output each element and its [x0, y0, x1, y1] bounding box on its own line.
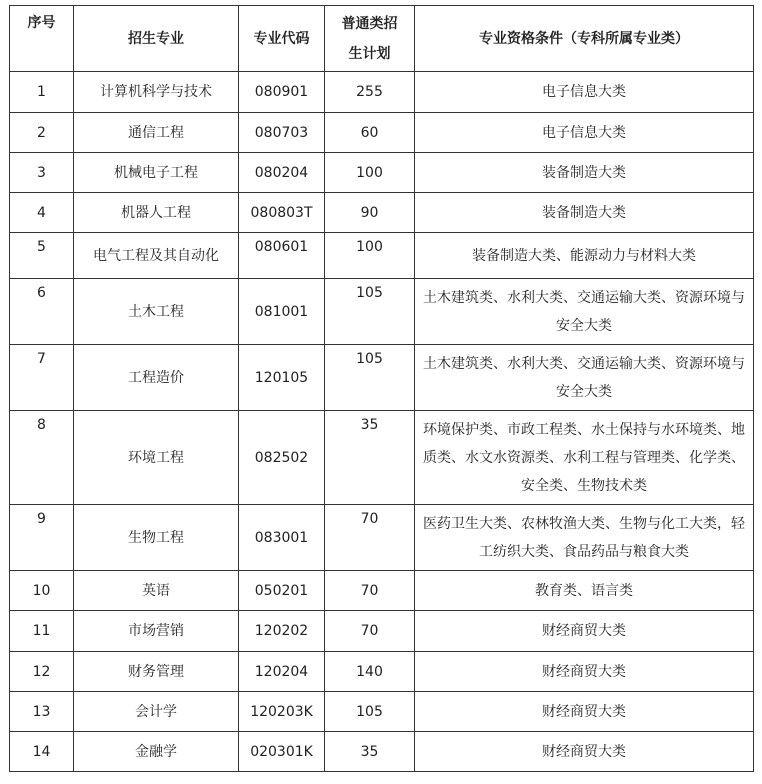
cell-plan: 255	[325, 72, 415, 113]
header-major: 招生专业	[74, 6, 239, 72]
cell-condition: 财经商贸大类	[415, 692, 754, 732]
cell-major: 市场营销	[74, 611, 239, 652]
cell-seq: 14	[10, 732, 74, 772]
header-condition: 专业资格条件（专科所属专业类）	[415, 6, 754, 72]
table-row	[10, 279, 754, 345]
header-plan-line1: 普通类招	[341, 15, 398, 32]
cell-code: 080703	[239, 113, 325, 153]
cell-major: 财务管理	[74, 652, 239, 692]
cell-code: 120105	[239, 345, 325, 411]
cell-code: 120203K	[239, 692, 325, 732]
cell-plan: 60	[325, 113, 415, 153]
cell-condition: 财经商贸大类	[415, 652, 754, 692]
cell-code: 050201	[239, 571, 325, 611]
admissions-table	[9, 5, 754, 772]
cell-condition: 电子信息大类	[415, 113, 754, 153]
table-row	[10, 345, 754, 411]
cell-condition: 装备制造大类	[415, 193, 754, 233]
cell-seq: 11	[10, 611, 74, 652]
cell-plan: 105	[325, 345, 415, 411]
cell-condition: 环境保护类、市政工程类、水土保持与水环境类、地质类、水文水资源类、水利工程与管理类、化学类、安全类、生物技术类	[415, 411, 754, 505]
cell-major: 机械电子工程	[74, 153, 239, 193]
cell-condition: 土木建筑类、水利大类、交通运输大类、资源环境与安全大类	[415, 345, 754, 411]
cell-major: 计算机科学与技术	[74, 72, 239, 113]
cell-major: 工程造价	[74, 345, 239, 411]
table-row	[10, 233, 754, 279]
table-row	[10, 652, 754, 692]
cell-seq: 12	[10, 652, 74, 692]
cell-plan: 100	[325, 153, 415, 193]
cell-plan: 105	[325, 692, 415, 732]
header-plan	[325, 6, 415, 72]
cell-major: 会计学	[74, 692, 239, 732]
cell-seq: 1	[10, 72, 74, 113]
cell-seq: 4	[10, 193, 74, 233]
table-row	[10, 732, 754, 772]
cell-major: 机器人工程	[74, 193, 239, 233]
cell-condition: 电子信息大类	[415, 72, 754, 113]
cell-seq: 5	[10, 233, 74, 279]
cell-seq: 2	[10, 113, 74, 153]
cell-major: 英语	[74, 571, 239, 611]
cell-code: 120202	[239, 611, 325, 652]
cell-code: 081001	[239, 279, 325, 345]
cell-condition: 土木建筑类、水利大类、交通运输大类、资源环境与安全大类	[415, 279, 754, 345]
header-plan-line2: 生计划	[348, 45, 391, 62]
cell-plan: 140	[325, 652, 415, 692]
cell-major: 通信工程	[74, 113, 239, 153]
cell-plan: 70	[325, 611, 415, 652]
cell-plan: 35	[325, 411, 415, 505]
table-row	[10, 113, 754, 153]
cell-major: 金融学	[74, 732, 239, 772]
table-row	[10, 692, 754, 732]
cell-major: 电气工程及其自动化	[74, 233, 239, 279]
cell-condition: 财经商贸大类	[415, 732, 754, 772]
cell-code: 082502	[239, 411, 325, 505]
cell-major: 环境工程	[74, 411, 239, 505]
cell-seq: 13	[10, 692, 74, 732]
cell-condition: 装备制造大类、能源动力与材料大类	[415, 233, 754, 279]
cell-code: 083001	[239, 505, 325, 571]
table-row	[10, 611, 754, 652]
cell-major: 土木工程	[74, 279, 239, 345]
cell-code: 080204	[239, 153, 325, 193]
cell-plan: 100	[325, 233, 415, 279]
cell-code: 080601	[239, 233, 325, 279]
table-row	[10, 571, 754, 611]
cell-code: 120204	[239, 652, 325, 692]
cell-seq: 8	[10, 411, 74, 505]
cell-condition: 财经商贸大类	[415, 611, 754, 652]
table-row	[10, 411, 754, 505]
table-row	[10, 72, 754, 113]
cell-seq: 6	[10, 279, 74, 345]
header-seq: 序号	[10, 6, 74, 72]
cell-seq: 3	[10, 153, 74, 193]
cell-plan: 70	[325, 571, 415, 611]
cell-major: 生物工程	[74, 505, 239, 571]
table-row	[10, 193, 754, 233]
cell-code: 080803T	[239, 193, 325, 233]
header-code: 专业代码	[239, 6, 325, 72]
cell-plan: 70	[325, 505, 415, 571]
cell-code: 080901	[239, 72, 325, 113]
cell-plan: 105	[325, 279, 415, 345]
cell-condition: 教育类、语言类	[415, 571, 754, 611]
cell-seq: 9	[10, 505, 74, 571]
table-row	[10, 505, 754, 571]
cell-seq: 7	[10, 345, 74, 411]
cell-seq: 10	[10, 571, 74, 611]
table-row	[10, 153, 754, 193]
cell-condition: 装备制造大类	[415, 153, 754, 193]
header-row	[10, 6, 754, 72]
cell-code: 020301K	[239, 732, 325, 772]
cell-condition: 医药卫生大类、农林牧渔大类、生物与化工大类，轻工纺织大类、食品药品与粮食大类	[415, 505, 754, 571]
cell-plan: 90	[325, 193, 415, 233]
cell-plan: 35	[325, 732, 415, 772]
